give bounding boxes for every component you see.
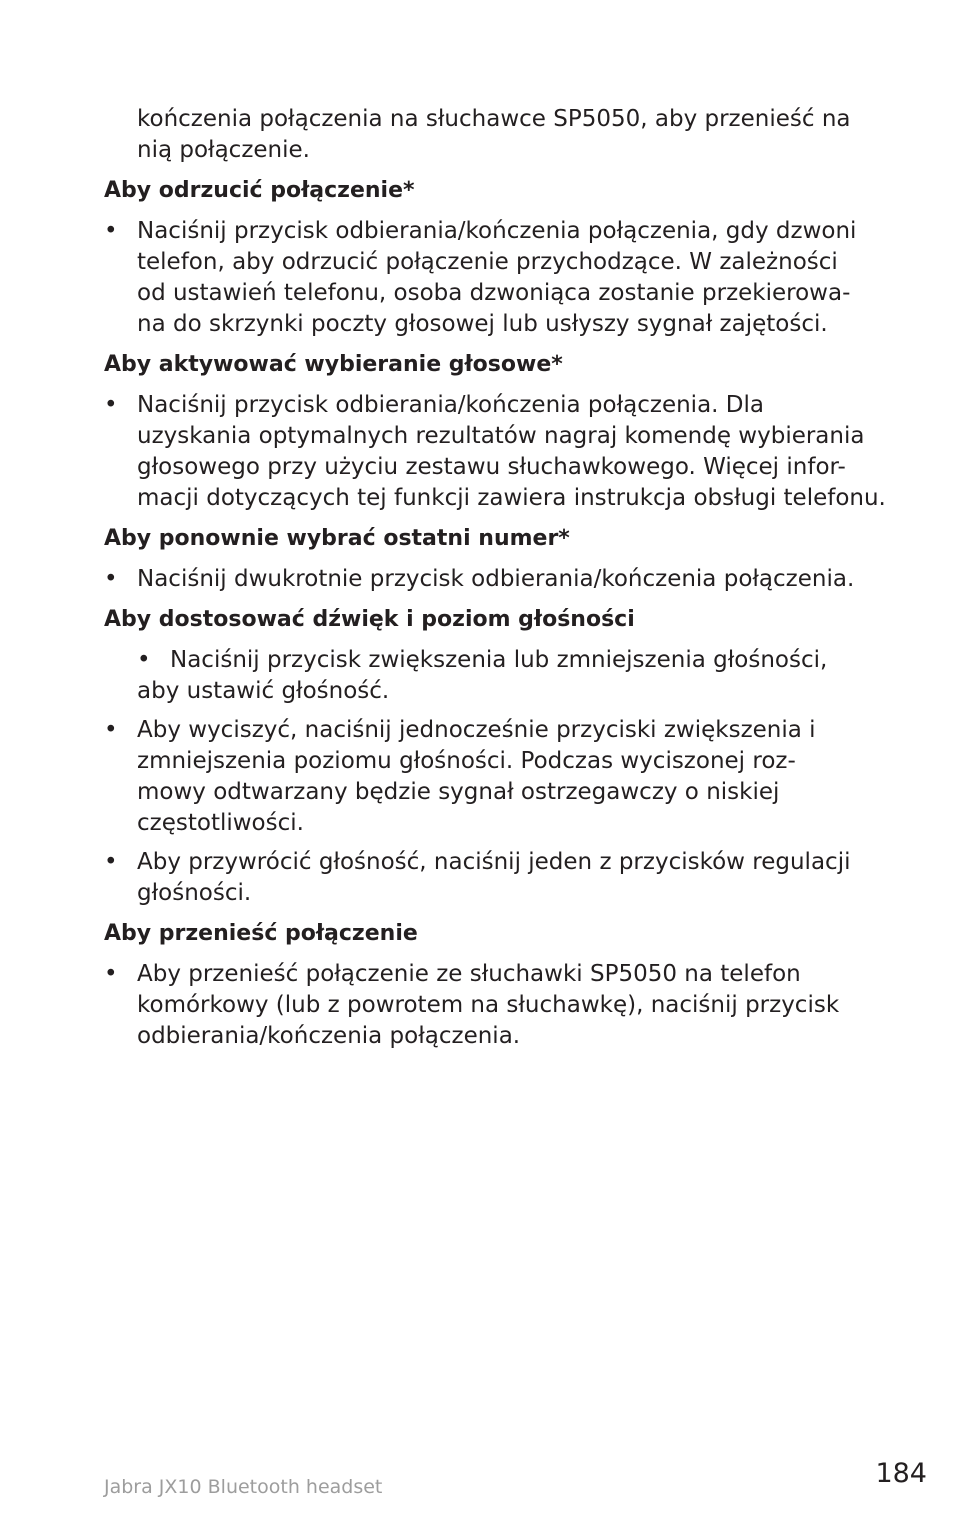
bullet-line: uzyskania optymalnych rezultatów nagraj komendę wybierania: [137, 423, 865, 449]
bullet-item: [104, 216, 864, 340]
footer-product-title: Jabra JX10 Bluetooth headset: [104, 1476, 383, 1498]
bullet-item: [104, 390, 886, 514]
bullet-item: [104, 847, 864, 909]
bullet-item: [104, 564, 864, 595]
document-body: [104, 104, 886, 1060]
intro-line: nią połączenie.: [137, 137, 310, 163]
bullet-line: macji dotyczących tej funkcji zawiera instrukcja obsługi telefonu.: [137, 485, 886, 511]
bullet-line: odbierania/kończenia połączenia.: [137, 1023, 521, 1049]
bullet-glyph: •: [104, 566, 118, 592]
bullet-line: Naciśnij dwukrotnie przycisk odbierania/kończenia połączenia.: [137, 566, 855, 592]
bullet-glyph: •: [104, 717, 118, 743]
section-heading: Aby odrzucić połączenie*: [104, 178, 415, 203]
bullet-item: [104, 715, 864, 839]
bullet-item: [104, 959, 864, 1052]
bullet-line: mowy odtwarzany będzie sygnał ostrzegawczy o niskiej: [137, 779, 780, 805]
bullet-line: na do skrzynki poczty głosowej lub usłyszy sygnał zajętości.: [137, 311, 828, 337]
bullet-glyph: •: [104, 961, 118, 987]
section-heading: Aby dostosować dźwięk i poziom głośności: [104, 607, 635, 632]
intro-continuation: [104, 104, 864, 166]
bullet-line: głośności.: [137, 880, 252, 906]
section-heading: Aby ponownie wybrać ostatni numer*: [104, 526, 570, 551]
bullet-glyph: •: [137, 647, 151, 673]
bullet-line: aby ustawić głośność.: [137, 678, 390, 704]
intro-line: kończenia połączenia na słuchawce SP5050, aby przenieść na: [137, 106, 851, 132]
bullet-line: częstotliwości.: [137, 810, 304, 836]
bullet-glyph: •: [104, 392, 118, 418]
page-number: 184: [875, 1458, 927, 1489]
bullet-line: Aby przywrócić głośność, naciśnij jeden z przycisków regulacji: [137, 849, 851, 875]
bullet-line: Naciśnij przycisk odbierania/kończenia połączenia. Dla: [137, 392, 764, 418]
bullet-line: komórkowy (lub z powrotem na słuchawkę), naciśnij przycisk: [137, 992, 840, 1018]
bullet-line: telefon, aby odrzucić połączenie przychodzące. W zależności: [137, 249, 838, 275]
bullet-line: zmniejszenia poziomu głośności. Podczas wyciszonej roz-: [137, 748, 796, 774]
section-heading: Aby przenieść połączenie: [104, 921, 418, 946]
bullet-glyph: •: [104, 218, 118, 244]
bullet-line: głosowego przy użyciu zestawu słuchawkowego. Więcej infor-: [137, 454, 846, 480]
bullet-item-indented: [104, 645, 864, 707]
bullet-line: Aby przenieść połączenie ze słuchawki SP5050 na telefon: [137, 961, 801, 987]
bullet-glyph: •: [104, 849, 118, 875]
bullet-line: Naciśnij przycisk zwiększenia lub zmniejszenia głośności,: [170, 647, 828, 673]
bullet-line: od ustawień telefonu, osoba dzwoniąca zostanie przekierowa-: [137, 280, 851, 306]
bullet-line: Aby wyciszyć, naciśnij jednocześnie przyciski zwiększenia i: [137, 717, 816, 743]
section-heading: Aby aktywować wybieranie głosowe*: [104, 352, 563, 377]
bullet-line: Naciśnij przycisk odbierania/kończenia połączenia, gdy dzwoni: [137, 218, 857, 244]
